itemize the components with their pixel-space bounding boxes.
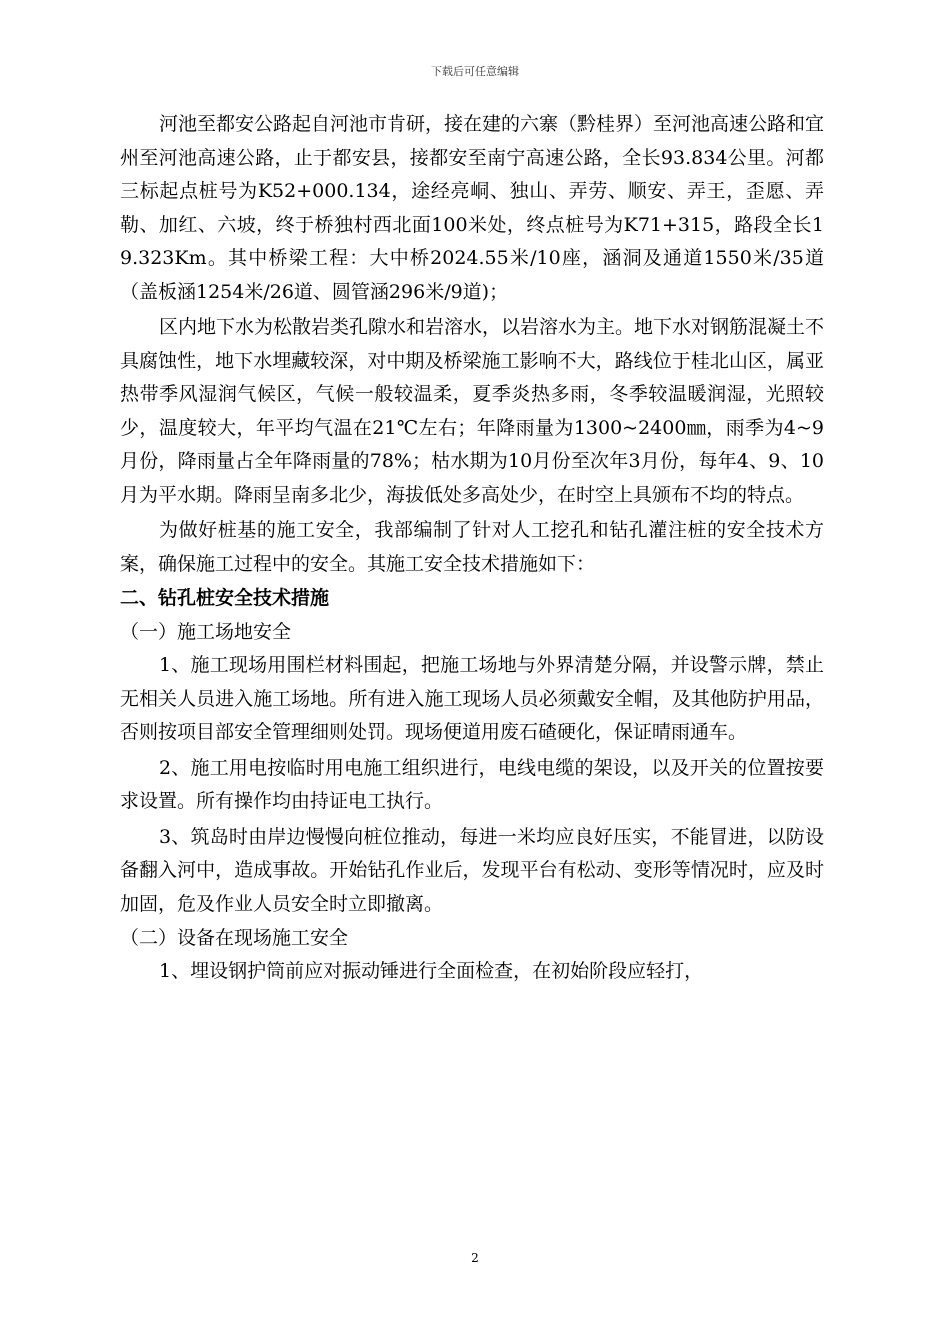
list-item-steel-casing: 1、埋设钢护筒前应对振动锤进行全面检查，在初始阶段应轻打， (159, 960, 704, 982)
list-item-electricity: 2、施工用电按临时用电施工组织进行，电线电缆的架设，以及开关的位置按要求设置。所有操作均由持证电工执行。 (120, 756, 824, 812)
paragraph-hydrology-climate: 区内地下水为松散岩类孔隙水和岩溶水，以岩溶水为主。地下水对钢筋混凝土不具腐蚀性，地下水埋藏较深，对中期及桥梁施工影响不大，路线位于桂北山区，属亚热带季风湿润气候区，气候一般较温柔，夏季炎热多雨，冬季较温暖润湿，光照较少，温度较大，年平均气温在21℃左右；年降雨量为1300~2400㎜，雨季为4~9月份，降雨量占全年降雨量的78%；枯水期为10月份至次年3月份，每年4、9、10月为平水期。降雨呈南多北少，海拔低处多高处少，在时空上具颁布不均的特点。 (120, 316, 825, 506)
section-heading: 二、钻孔桩安全技术措施 (120, 587, 330, 609)
list-item-island-building: 3、筑岛时由岸边慢慢向桩位推动，每进一米均应良好压实，不能冒进，以防设备翻入河中，造成事故。开始钻孔作业后，发现平台有松动、变形等情况时，应及时加固，危及作业人员安全时立即撤离。 (120, 825, 824, 915)
header-note: 下载后可任意编辑 (431, 65, 519, 78)
subsection-heading-equipment-safety: （二）设备在现场施工安全 (120, 927, 349, 949)
paragraph-project-overview: 河池至都安公路起自河池市肯研，接在建的六寨（黔桂界）至河池高速公路和宜州至河池高速公路，止于都安县，接都安至南宁高速公路，全长93.834公里。河都三标起点桩号为K52+000.134，途经亮峒、独山、弄劳、顺安、弄王，歪愿、弄勒、加红、六坡，终于桥独村西北面100米处，终点桩号为K71+315，路段全长19.323Km。其中桥梁工程：大中桥2024.55米/10座，涵洞及通道1550米/35道（盖板涵1254米/26道、圆管涵296米/9道)； (120, 113, 825, 303)
list-item-site-fencing: 1、施工现场用围栏材料围起，把施工场地与外界清楚分隔，并设警示牌，禁止无相关人员进入施工场地。所有进入施工现场人员必须戴安全帽，及其他防护用品，否则按项目部安全管理细则处罚。现场便道用废石碴硬化，保证晴雨通车。 (120, 654, 824, 743)
document-body (120, 108, 824, 989)
paragraph-safety-intro: 为做好桩基的施工安全，我部编制了针对人工挖孔和钻孔灌注桩的安全技术方案，确保施工过程中的安全。其施工安全技术措施如下： (120, 519, 824, 575)
subsection-heading-site-safety: （一）施工场地安全 (120, 621, 292, 643)
page-number: 2 (471, 1251, 479, 1265)
